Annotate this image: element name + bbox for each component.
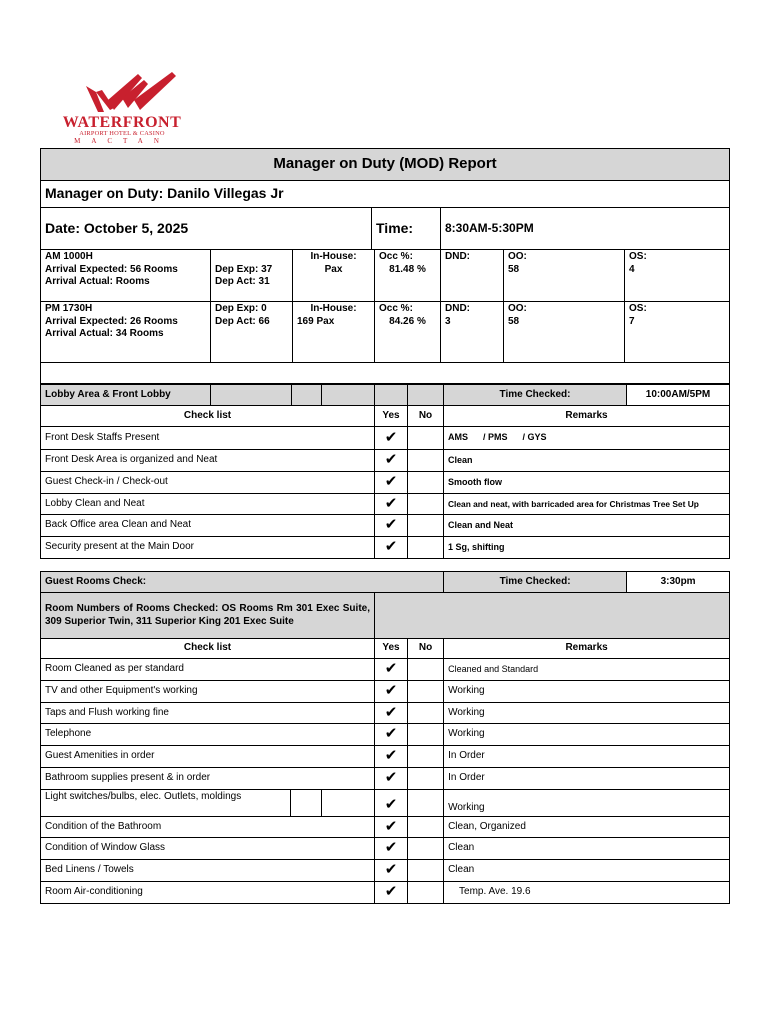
no-cell [408, 702, 444, 724]
pm-arrival-expected: Arrival Expected: 26 Rooms [45, 315, 178, 327]
rooms-item: Guest Amenities in order [41, 746, 375, 768]
yes-checkmark: ✔ [375, 680, 408, 702]
pm-inhouse-value: 169 Pax [297, 315, 335, 327]
yes-checkmark: ✔ [375, 537, 408, 559]
table-row [41, 746, 730, 768]
rooms-remark: Working [444, 702, 730, 724]
pm-dep-exp: Dep Exp: 0 [215, 303, 267, 314]
am-inhouse-value: Pax [324, 263, 343, 275]
table-row [41, 537, 730, 559]
table-row [41, 680, 730, 702]
pm-dnd-label: DND: [445, 303, 470, 314]
lobby-remark: AMS / PMS / GYS [444, 427, 730, 450]
yes-checkmark: ✔ [375, 860, 408, 882]
pm-stats-row [41, 302, 730, 363]
report-header [40, 148, 730, 250]
table-row [41, 702, 730, 724]
lobby-remark: 1 Sg, shifting [444, 537, 730, 559]
am-dep-act: Dep Act: 31 [215, 276, 270, 287]
table-row [41, 515, 730, 537]
lobby-checklist [40, 384, 730, 559]
lobby-remark: Clean and neat, with barricaded area for Christmas Tree Set Up [444, 493, 730, 515]
no-cell [408, 838, 444, 860]
lobby-item: Security present at the Main Door [41, 537, 375, 559]
pm-heading: PM 1730H [45, 303, 93, 314]
lobby-item: Front Desk Area is organized and Neat [41, 450, 375, 472]
yes-checkmark: ✔ [375, 659, 408, 681]
am-heading: AM 1000H [45, 251, 93, 262]
no-cell [408, 767, 444, 789]
lobby-item: Front Desk Staffs Present [41, 427, 375, 450]
rooms-item: Bed Linens / Towels [41, 860, 375, 882]
table-row [41, 860, 730, 882]
am-os-label: OS: [629, 251, 647, 262]
rooms-time-checked-label: Time Checked: [444, 572, 627, 593]
lobby-remark: Clean and Neat [444, 515, 730, 537]
rooms-remark: Clean, Organized [444, 816, 730, 838]
table-row [41, 493, 730, 515]
rooms-col-checklist: Check list [41, 639, 375, 659]
no-cell [408, 746, 444, 768]
lobby-time-checked-label: Time Checked: [444, 385, 627, 406]
rooms-item: Telephone [41, 724, 375, 746]
yes-checkmark: ✔ [375, 702, 408, 724]
yes-checkmark: ✔ [375, 450, 408, 472]
logo-location: MACTAN [74, 137, 170, 145]
report-date: Date: October 5, 2025 [41, 208, 372, 250]
table-row [41, 471, 730, 493]
yes-checkmark: ✔ [375, 471, 408, 493]
table-row [41, 450, 730, 472]
logo-mark-icon [52, 70, 192, 114]
rooms-remark: Clean [444, 860, 730, 882]
table-row [41, 789, 730, 816]
table-row [41, 838, 730, 860]
hotel-logo [52, 70, 192, 146]
lobby-section-title: Lobby Area & Front Lobby [41, 385, 211, 406]
table-row [41, 816, 730, 838]
no-cell [408, 515, 444, 537]
yes-checkmark: ✔ [375, 427, 408, 450]
no-cell [408, 471, 444, 493]
am-oo-label: OO: [508, 251, 527, 262]
lobby-col-no: No [408, 406, 444, 427]
am-dep-exp: Dep Exp: 37 [215, 263, 273, 275]
am-inhouse-label: In-House: [310, 251, 357, 262]
rooms-section-title: Guest Rooms Check: [41, 572, 444, 593]
lobby-col-yes: Yes [375, 406, 408, 427]
rooms-remark: In Order [444, 746, 730, 768]
am-stats-row [41, 250, 730, 302]
lobby-item: Guest Check-in / Check-out [41, 471, 375, 493]
logo-tagline: AIRPORT HOTEL & CASINO [79, 130, 165, 137]
rooms-remark: In Order [444, 767, 730, 789]
rooms-item: TV and other Equipment's working [41, 680, 375, 702]
lobby-remark: Clean [444, 450, 730, 472]
rooms-item: Taps and Flush working fine [41, 702, 375, 724]
pm-dep-act: Dep Act: 66 [215, 315, 270, 327]
lobby-col-remarks: Remarks [444, 406, 730, 427]
time-label: Time: [372, 208, 441, 250]
lobby-item: Lobby Clean and Neat [41, 493, 375, 515]
yes-checkmark: ✔ [375, 838, 408, 860]
rooms-remark: Clean [444, 838, 730, 860]
am-dnd-label: DND: [445, 251, 470, 262]
occupancy-stats [40, 249, 730, 384]
rooms-col-remarks: Remarks [444, 639, 730, 659]
pm-occ-value: 84.26 % [389, 315, 426, 327]
yes-checkmark: ✔ [375, 746, 408, 768]
rooms-item: Bathroom supplies present & in order [41, 767, 375, 789]
rooms-item: Condition of Window Glass [41, 838, 375, 860]
rooms-remark: Temp. Ave. 19.6 [444, 881, 730, 903]
rooms-col-yes: Yes [375, 639, 408, 659]
lobby-time-checked-value: 10:00AM/5PM [627, 385, 730, 406]
manager-on-duty: Manager on Duty: Danilo Villegas Jr [41, 181, 730, 208]
rooms-remark: Working [444, 724, 730, 746]
yes-checkmark: ✔ [375, 816, 408, 838]
report-title: Manager on Duty (MOD) Report [41, 149, 730, 181]
rooms-item: Room Cleaned as per standard [41, 659, 375, 681]
yes-checkmark: ✔ [375, 789, 408, 816]
logo-name: WATERFRONT [62, 114, 182, 131]
no-cell [408, 860, 444, 882]
pm-arrival-actual: Arrival Actual: 34 Rooms [45, 328, 164, 339]
am-os-value: 4 [629, 263, 635, 275]
rooms-checked-numbers: Room Numbers of Rooms Checked: OS Rooms Rm 301 Exec Suite, 309 Superior Twin, 311 Superior King 201 Exec Suite [41, 593, 375, 639]
am-arrival-actual: Arrival Actual: Rooms [45, 276, 150, 287]
yes-checkmark: ✔ [375, 767, 408, 789]
table-row [41, 659, 730, 681]
pm-oo-label: OO: [508, 303, 527, 314]
spacer-row [41, 363, 730, 384]
table-row [41, 881, 730, 903]
am-occ-value: 81.48 % [389, 263, 426, 275]
yes-checkmark: ✔ [375, 515, 408, 537]
lobby-col-checklist: Check list [41, 406, 375, 427]
rooms-time-checked-value: 3:30pm [627, 572, 730, 593]
pm-os-label: OS: [629, 303, 647, 314]
lobby-remark: Smooth flow [444, 471, 730, 493]
table-row [41, 767, 730, 789]
rooms-item: Condition of the Bathroom [41, 816, 375, 838]
am-oo-value: 58 [508, 263, 520, 275]
no-cell [408, 537, 444, 559]
rooms-remark: Working [444, 789, 730, 816]
no-cell [408, 789, 444, 816]
yes-checkmark: ✔ [375, 724, 408, 746]
table-row [41, 427, 730, 450]
no-cell [408, 427, 444, 450]
no-cell [408, 816, 444, 838]
no-cell [408, 493, 444, 515]
no-cell [408, 659, 444, 681]
am-occ-label: Occ %: [379, 251, 413, 262]
yes-checkmark: ✔ [375, 493, 408, 515]
pm-os-value: 7 [629, 315, 635, 327]
guest-rooms-checklist [40, 571, 730, 904]
rooms-item: Room Air-conditioning [41, 881, 375, 903]
rooms-remark: Cleaned and Standard [444, 659, 730, 681]
rooms-item: Light switches/bulbs, elec. Outlets, moldings [41, 789, 291, 816]
pm-occ-label: Occ %: [379, 303, 413, 314]
rooms-col-no: No [408, 639, 444, 659]
no-cell [408, 881, 444, 903]
no-cell [408, 450, 444, 472]
pm-oo-value: 58 [508, 315, 520, 327]
table-row [41, 724, 730, 746]
lobby-item: Back Office area Clean and Neat [41, 515, 375, 537]
pm-dnd-value: 3 [445, 315, 451, 327]
no-cell [408, 724, 444, 746]
no-cell [408, 680, 444, 702]
yes-checkmark: ✔ [375, 881, 408, 903]
time-value: 8:30AM-5:30PM [441, 208, 730, 250]
am-arrival-expected: Arrival Expected: 56 Rooms [45, 263, 178, 275]
pm-inhouse-label: In-House: [310, 303, 357, 314]
rooms-remark: Working [444, 680, 730, 702]
